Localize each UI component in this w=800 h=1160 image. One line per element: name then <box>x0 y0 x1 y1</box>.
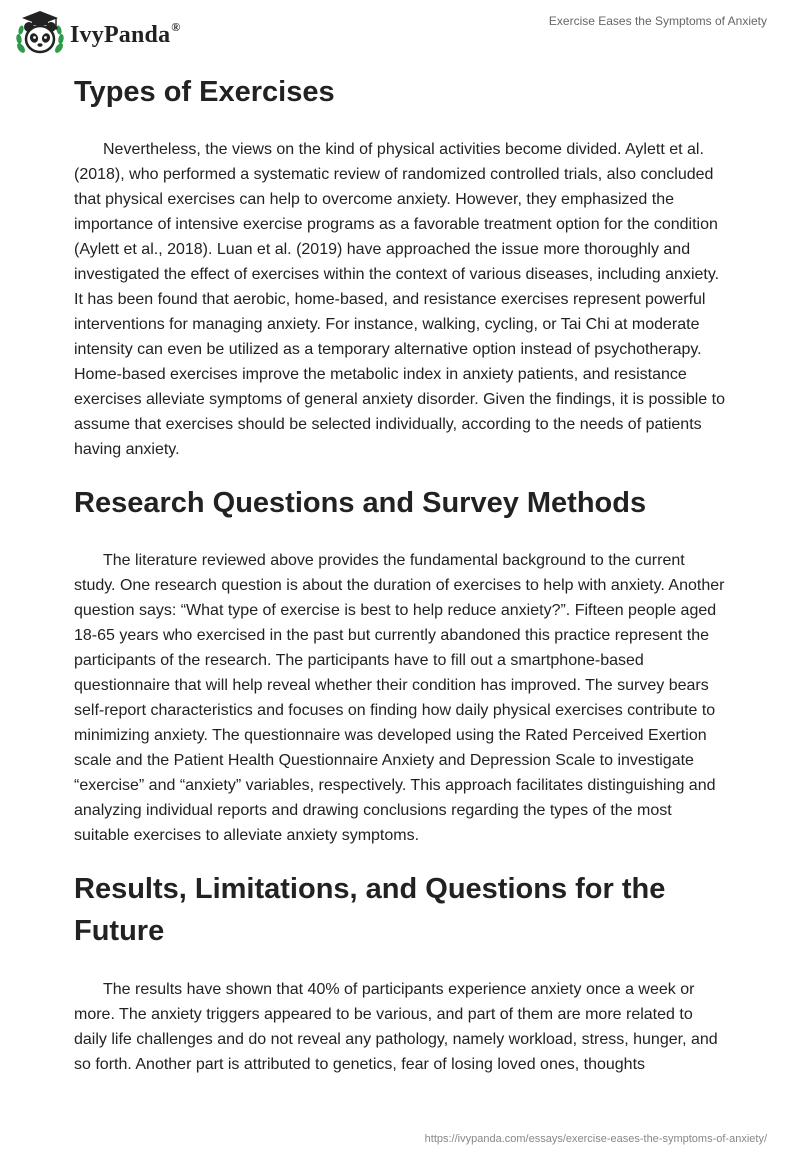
paragraph-types-of-exercises: Nevertheless, the views on the kind of physical activities become divided. Aylett et al. (2018), who performed a systematic review of randomized controlled trials, also concluded that physical exercises can help to overcome anxiety. However, they emphasized the importance of intensive exercise programs as a favorable treatment option for the condition (Aylett et al., 2018). Luan et al. (2019) have approached the issue more thoroughly and investigated the effect of exercises within the context of various diseases, including anxiety. It has been found that aerobic, home-based, and resistance exercises represent powerful interventions for managing anxiety. For instance, walking, cycling, or Tai Chi at moderate intensity can even be utilized as a temporary alternative option instead of psychotherapy. Home-based exercises improve the metabolic index in anxiety patients, and resistance exercises alleviate symptoms of general anxiety disorder. Given the findings, it is possible to assume that exercises should be selected individually, according to the needs of patients having anxiety. <box>74 141 725 458</box>
heading-research-questions: Research Questions and Survey Methods <box>74 487 647 519</box>
logo-wordmark <box>70 19 181 49</box>
panda-graduation-cap-icon <box>14 8 66 58</box>
logo-text: IvyPanda <box>70 21 171 48</box>
running-title: Exercise Eases the Symptoms of Anxiety <box>548 14 767 28</box>
ivypanda-logo[interactable] <box>14 8 180 58</box>
paragraph-results-limitations: The results have shown that 40% of participants experience anxiety once a week or more. The anxiety triggers appeared to be various, and part of them are more related to daily life challenges and do not reveal any pathology, namely workload, stress, hunger, and so forth. Another part is attributed to genetics, fear of losing loved ones, thoughts <box>74 981 718 1073</box>
page-header <box>0 0 800 70</box>
footer-source-url[interactable]: https://ivypanda.com/essays/exercise-eases-the-symptoms-of-anxiety/ <box>424 1133 767 1145</box>
heading-types-of-exercises: Types of Exercises <box>74 76 335 108</box>
essay-content <box>74 70 728 1077</box>
heading-results-limitations: Results, Limitations, and Questions for the Future <box>74 873 666 947</box>
registered-mark: ® <box>171 19 181 34</box>
paragraph-research-questions: The literature reviewed above provides the fundamental background to the current study. One research question is about the duration of exercises to help with anxiety. Another question says: “What type of exercise is best to help reduce anxiety?”. Fifteen people aged 18-65 years who exercised in the past but currently abandoned this practice represent the participants of the research. The participants have to fill out a smartphone-based questionnaire that will help reveal whether their condition has improved. The survey bears self-report characteristics and focuses on finding how daily physical exercises contribute to minimizing anxiety. The questionnaire was developed using the Rated Perceived Exertion scale and the Patient Health Questionnaire Anxiety and Depression Scale to investigate “exercise” and “anxiety” variables, respectively. This approach facilitates distinguishing and analyzing individual reports and drawing conclusions regarding the types of the most suitable exercises to alleviate anxiety symptoms. <box>74 552 725 844</box>
